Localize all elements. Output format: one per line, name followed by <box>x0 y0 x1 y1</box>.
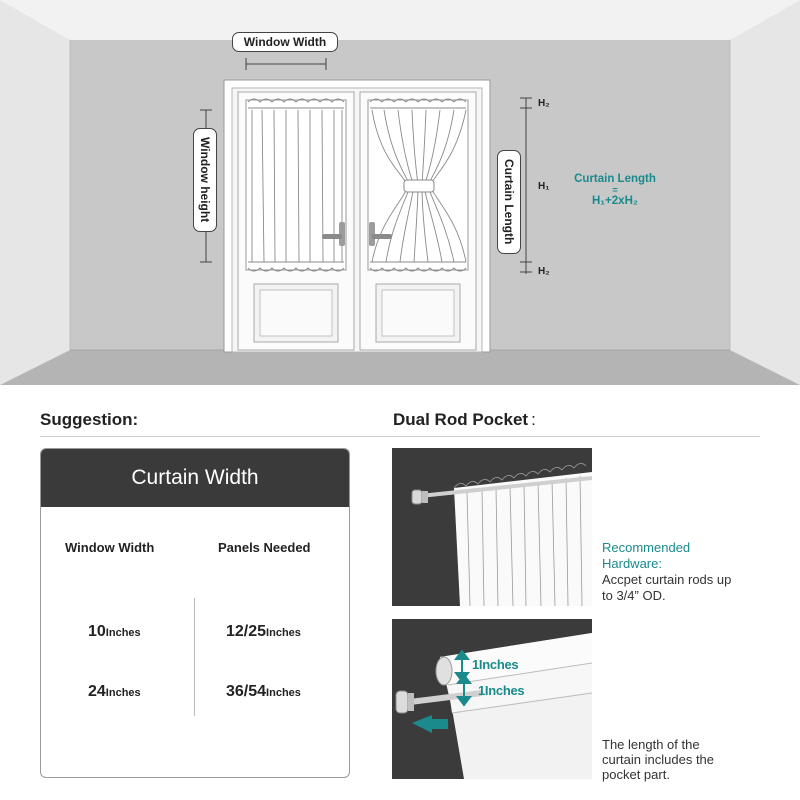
section-divider <box>40 436 760 437</box>
recommended-hardware-text: Accpet curtain rods up to 3/4” OD. <box>602 572 732 603</box>
h1-label: H₁ <box>538 181 550 192</box>
recommended-hardware-title: Recommended Hardware: <box>602 540 691 571</box>
row1-panels <box>226 623 301 641</box>
row1-width <box>88 623 141 641</box>
formula-expression: H₁+2xH₂ <box>592 195 638 207</box>
row1-width-unit: Inches <box>105 627 141 639</box>
measure-top-label: 1Inches <box>472 657 519 672</box>
rod-curtain-drawing <box>392 448 592 606</box>
row2-panels-value: 36/54 <box>226 683 267 700</box>
pocket-closeup-drawing <box>392 619 592 779</box>
row2-width-value: 24 <box>88 683 106 700</box>
column-divider <box>194 598 195 716</box>
rod-pocket-photo <box>392 448 592 606</box>
row2-panels-unit: Inches <box>266 687 301 699</box>
curtain-width-card <box>40 448 350 778</box>
window-height-label: Window height <box>193 128 217 232</box>
window-width-label: Window Width <box>232 32 338 52</box>
row1-panels-unit: Inches <box>266 627 301 639</box>
rod-pocket-title: Dual Rod Pocket <box>393 410 529 429</box>
row1-panels-value: 12/25 <box>226 623 267 640</box>
curtain-length-formula <box>560 172 670 208</box>
rod-pocket-colon: : <box>531 410 536 429</box>
row2-width <box>88 683 141 701</box>
card-title: Curtain Width <box>41 449 349 507</box>
row1-width-value: 10 <box>88 623 106 640</box>
formula-title: Curtain Length <box>574 173 656 185</box>
measure-bottom-label: 1Inches <box>478 683 525 698</box>
pocket-closeup-photo <box>392 619 592 779</box>
room-illustration <box>0 0 800 385</box>
curtain-length-label: Curtain Length <box>497 150 521 254</box>
room-drawing <box>0 0 800 385</box>
row2-width-unit: Inches <box>105 687 141 699</box>
rod-pocket-title-wrap <box>393 410 536 430</box>
h2-top-label: H₂ <box>538 98 550 109</box>
col-window-width-header: Window Width <box>65 540 155 555</box>
suggestion-title: Suggestion: <box>40 410 139 429</box>
row2-panels <box>226 683 301 701</box>
pocket-note: The length of the curtain includes the pocket part. <box>602 737 715 782</box>
formula-equals: = <box>612 185 618 195</box>
col-panels-needed-header: Panels Needed <box>218 540 311 555</box>
h2-bottom-label: H₂ <box>538 266 550 277</box>
